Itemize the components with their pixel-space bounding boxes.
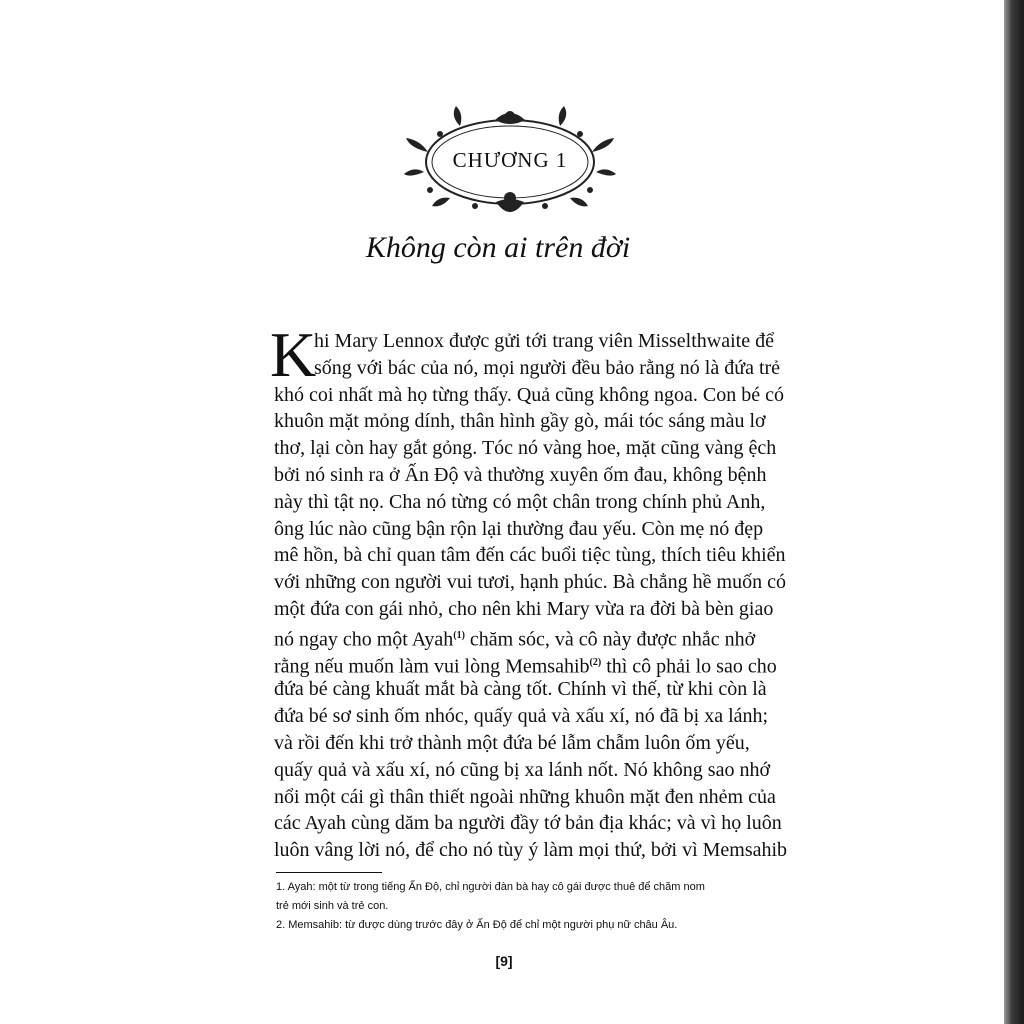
text-line: sống với bác của nó, mọi người đều bảo rằng nó là đứa trẻ bbox=[314, 356, 781, 379]
text-line: bởi nó sinh ra ở Ấn Độ và thường xuyên ốm đau, không bệnh bbox=[274, 463, 767, 486]
text-line: nổi một cái gì thân thiết ngoài những khuôn mặt đen nhẻm của bbox=[274, 785, 776, 808]
body-text bbox=[274, 328, 788, 864]
text-segment: chăm sóc, và cô này được nhắc nhở bbox=[469, 628, 756, 651]
text-line: thơ, lại còn hay gắt gỏng. Tóc nó vàng hoe, mặt cũng vàng ệch bbox=[274, 437, 777, 460]
footnotes bbox=[276, 878, 736, 935]
drop-cap: K bbox=[270, 319, 317, 390]
text-line: đứa bé sơ sinh ốm nhóc, quấy quả và xấu xí, nó đã bị xa lánh; bbox=[274, 705, 769, 728]
text-line bbox=[274, 650, 777, 678]
text-segment: nó ngay cho một Ayah bbox=[274, 628, 454, 651]
text-line: luôn vâng lời nó, để cho nó tùy ý làm mọi thứ, bởi vì Memsahib bbox=[274, 839, 788, 862]
text-line: khó coi nhất mà họ từng thấy. Quả cũng không ngoa. Con bé có bbox=[274, 383, 784, 406]
footnote-2: 2. Memsahib: từ được dùng trước đây ở Ấn Độ để chỉ một người phụ nữ châu Âu. bbox=[276, 919, 678, 931]
footnote-1-cont: trẻ mới sinh và trẻ con. bbox=[276, 900, 389, 912]
chapter-label: CHƯƠNG 1 bbox=[452, 148, 568, 172]
text-line: quấy quả và xấu xí, nó cũng bị xa lánh nốt. Nó không sao nhớ bbox=[274, 758, 771, 781]
text-line: và rồi đến khi trở thành một đứa bé lẫm chẫm luôn ốm yếu, bbox=[274, 731, 750, 754]
text-line bbox=[274, 623, 756, 651]
chapter-title: Không còn ai trên đời bbox=[365, 231, 631, 264]
footnote-1: 1. Ayah: một từ trong tiếng Ấn Độ, chỉ người đàn bà hay cô gái được thuê để chăm nom bbox=[276, 881, 705, 893]
page-number: [9] bbox=[495, 953, 513, 969]
text-line: với những con người vui tươi, hạnh phúc. Bà chẳng hề muốn có bbox=[274, 571, 786, 594]
text-line: đứa bé càng khuất mắt bà càng tốt. Chính vì thế, từ khi còn là bbox=[274, 678, 767, 701]
text-line: các Ayah cùng dăm ba người đầy tớ bản địa khác; và vì họ luôn bbox=[274, 812, 782, 835]
text-line: mê hồn, bà chỉ quan tâm đến các buổi tiệc tùng, thích tiêu khiển bbox=[274, 544, 786, 567]
text-line: này thì tật nọ. Cha nó từng có một chân trong chính phủ Anh, bbox=[274, 490, 766, 513]
text-segment: thì cô phải lo sao cho bbox=[606, 655, 777, 678]
footnote-mark: (2) bbox=[589, 656, 602, 668]
footnote-mark: (1) bbox=[453, 629, 465, 641]
text-line: khuôn mặt mỏng dính, thân hình gầy gò, mái tóc sáng màu lơ bbox=[274, 410, 766, 433]
text-segment: rằng nếu muốn làm vui lòng Memsahib bbox=[274, 655, 590, 678]
text-line: ông lúc nào cũng bận rộn lại thường đau yếu. Còn mẹ nó đẹp bbox=[274, 517, 764, 540]
text-line: hi Mary Lennox được gửi tới trang viên Misselthwaite để bbox=[314, 330, 774, 352]
page-edge-shadow bbox=[1004, 0, 1024, 1024]
footnote-divider bbox=[276, 872, 382, 873]
text-line: một đứa con gái nhỏ, cho nên khi Mary vừa ra đời bà bèn giao bbox=[274, 597, 774, 620]
